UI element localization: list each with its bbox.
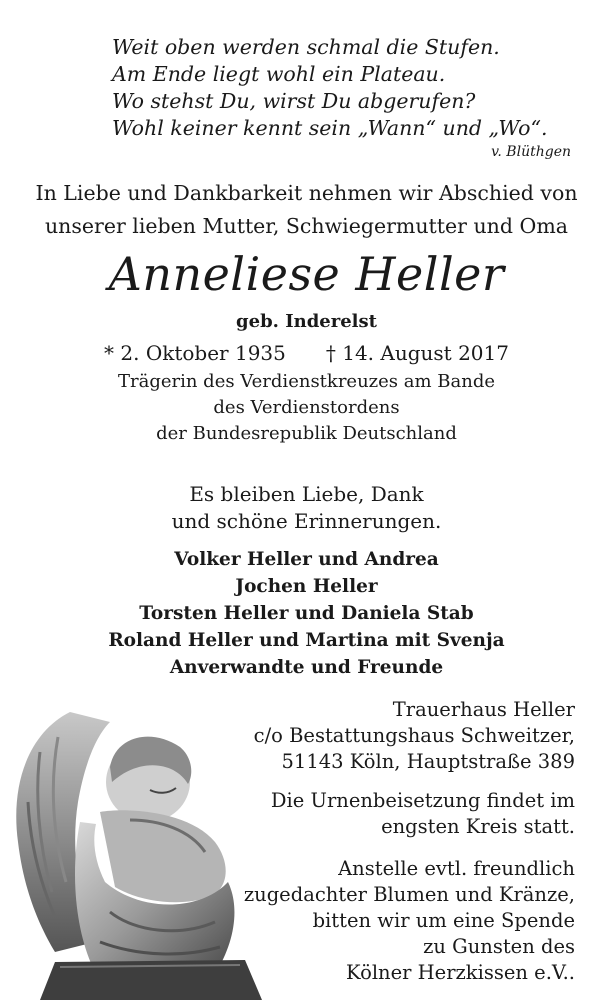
- address-line: Trauerhaus Heller: [392, 698, 575, 721]
- honor-line: der Bundesrepublik Deutschland: [156, 423, 457, 444]
- remembrance-line: Es bleiben Liebe, Dank: [189, 482, 424, 506]
- family-member: Volker Heller und Andrea: [174, 549, 439, 570]
- donation-line: zugedachter Blumen und Kränze,: [243, 883, 575, 906]
- remembrance-text: [0, 481, 613, 535]
- family-list: [0, 546, 613, 681]
- urn-line: Die Urnenbeisetzung findet im: [270, 789, 575, 812]
- deceased-name: Anneliese Heller: [108, 247, 505, 301]
- death-date: † 14. August 2017: [325, 341, 509, 365]
- poem-line: Am Ende liegt wohl ein Plateau.: [112, 62, 446, 86]
- family-member: Torsten Heller und Daniela Stab: [139, 603, 474, 624]
- donation-line: bitten wir um eine Spende: [312, 909, 575, 932]
- donation-line: zu Gunsten des: [423, 935, 575, 958]
- life-dates: [0, 340, 613, 366]
- family-member: Anverwandte und Freunde: [169, 657, 444, 678]
- honor-line: Trägerin des Verdienstkreuzes am Bande: [117, 371, 496, 392]
- poem: [112, 34, 582, 142]
- intro-line: unserer lieben Mutter, Schwiegermutter und Oma: [44, 214, 568, 238]
- honor-line: des Verdienstordens: [213, 397, 400, 418]
- urn-line: engsten Kreis statt.: [381, 815, 575, 838]
- poem-author: v. Blüthgen: [491, 144, 571, 160]
- maiden-name: geb. Inderelst: [236, 311, 377, 332]
- donation-note: [244, 856, 575, 986]
- mourning-address: [254, 697, 575, 775]
- intro-line: In Liebe und Dankbarkeit nehmen wir Abschied von: [35, 181, 578, 205]
- family-member: Jochen Heller: [235, 576, 378, 597]
- birth-date: * 2. Oktober 1935: [104, 341, 286, 365]
- donation-line: Anstelle evtl. freundlich: [338, 857, 575, 880]
- poem-line: Weit oben werden schmal die Stufen.: [112, 35, 500, 59]
- address-line: 51143 Köln, Hauptstraße 389: [281, 750, 575, 773]
- honor-text: [0, 369, 613, 447]
- remembrance-line: und schöne Erinnerungen.: [171, 509, 442, 533]
- family-member: Roland Heller und Martina mit Svenja: [108, 630, 505, 651]
- donation-line: Kölner Herzkissen e.V..: [346, 961, 575, 984]
- poem-line: Wo stehst Du, wirst Du abgerufen?: [112, 89, 476, 113]
- address-line: c/o Bestattungshaus Schweitzer,: [253, 724, 575, 747]
- angel-statue-icon: [0, 712, 270, 1000]
- urn-burial-note: [271, 788, 575, 840]
- intro-text: [0, 177, 613, 243]
- poem-line: Wohl keiner kennt sein „Wann“ und „Wo“.: [112, 116, 548, 140]
